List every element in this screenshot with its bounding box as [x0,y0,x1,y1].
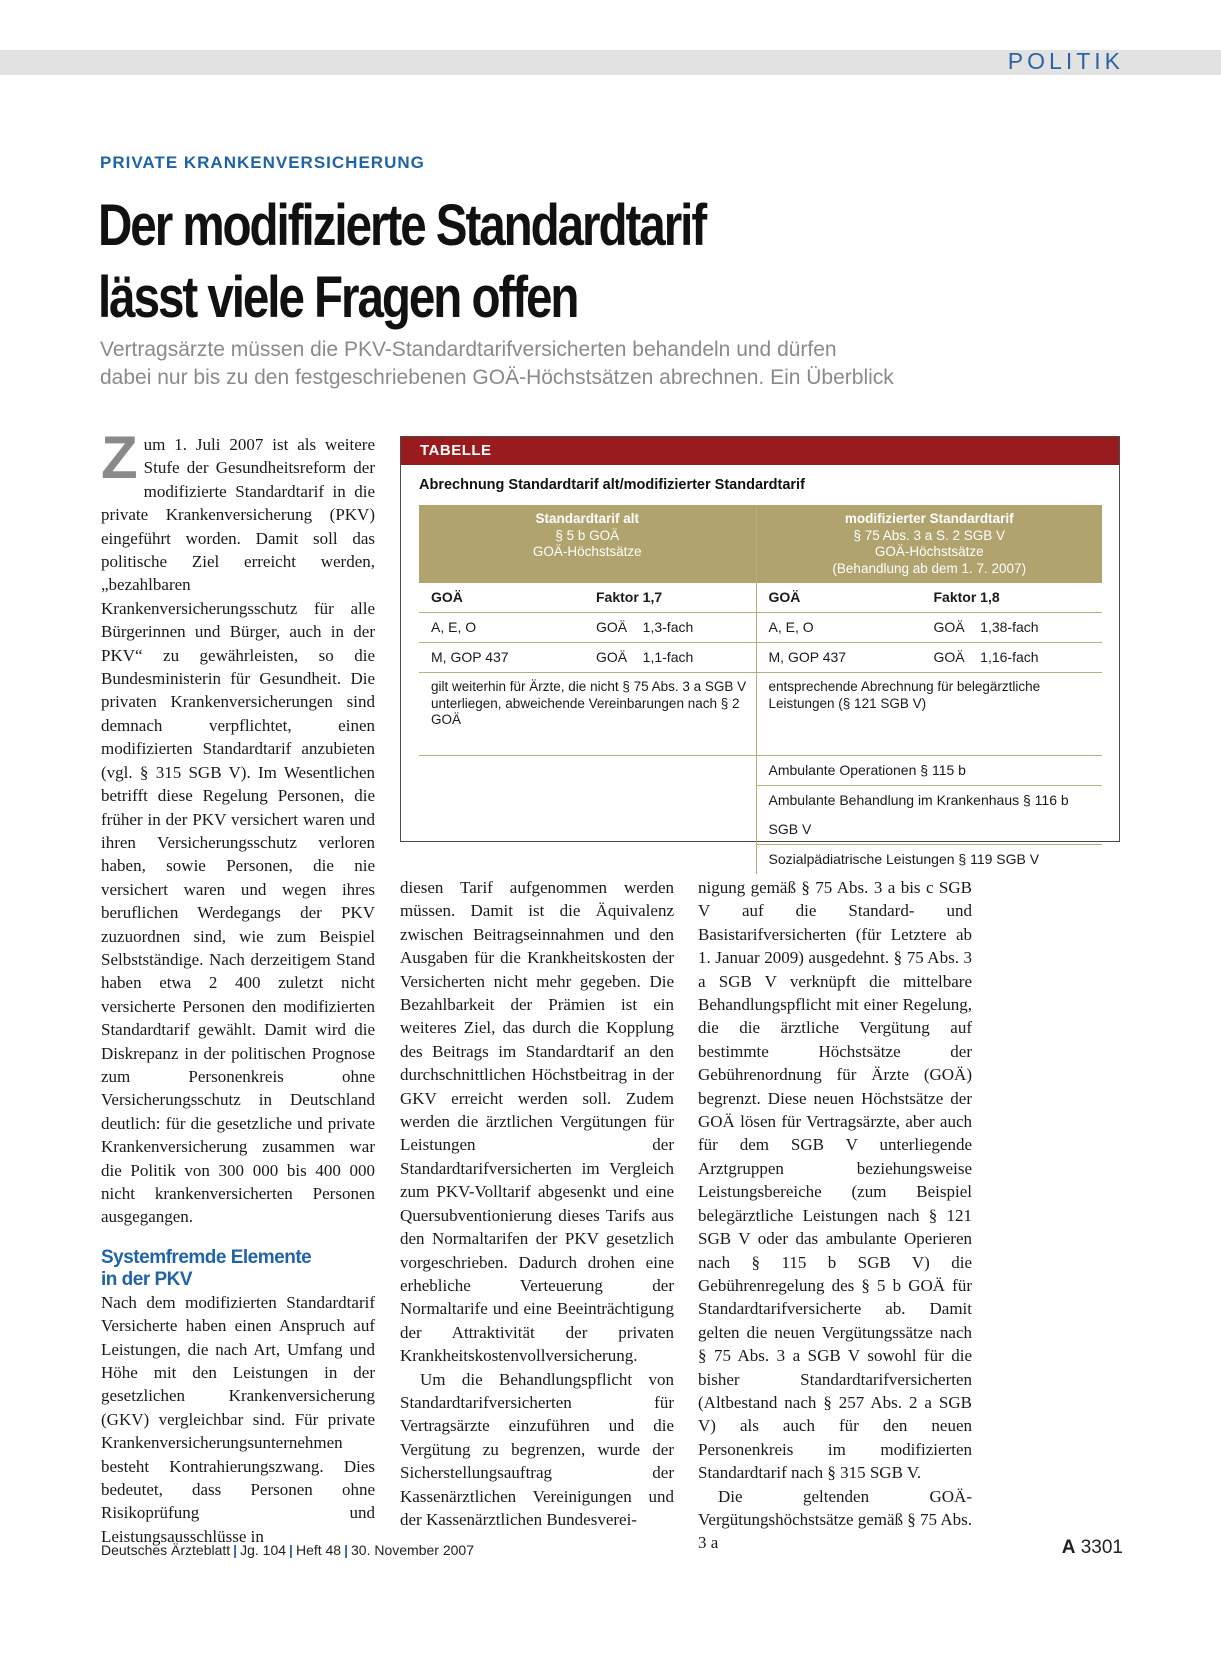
table-note-left: gilt weiterhin für Ärzte, die nicht § 75 Abs. 3 a SGB V unterliegen, abweichende Vereinbarungen nach § 2 GOÄ [419,673,756,756]
head-right-line3: GOÄ-Höchstsätze [874,544,984,559]
cell: A, E, O [768,619,814,635]
head-right-line2: § 75 Abs. 3 a S. 2 SGB V [853,527,1006,543]
subheading-line1: Systemfremde Elemente [101,1246,312,1268]
table-row [419,643,756,673]
issue: Heft 48 [295,1542,342,1558]
article-title [98,190,918,334]
section-label: POLITIK [1007,48,1124,74]
article-kicker: PRIVATE KRANKENVERSICHERUNG [100,153,425,172]
subtitle-line1: Vertragsärzte müssen die PKV-Standardtarifversicherten behandeln und dürfen [100,338,837,361]
page-number [1062,1537,1123,1559]
cell: GOÄ 1,1-fach [596,649,694,665]
table-label: TABELLE [401,437,1119,465]
cell: GOÄ [768,589,801,605]
table-row [419,613,756,643]
table-subheader-left [419,583,756,613]
page-footer: Deutsches Ärzteblatt | Jg. 104 | Heft 48 | 30. November 2007 [101,1542,474,1558]
article-title-line1: Der modifizierte Standardtarif [98,193,706,258]
cell: GOÄ 1,16-fach [933,649,1039,665]
table-head-left [419,505,756,583]
volume: Jg. 104 [240,1542,287,1558]
paragraph: nigung gemäß § 75 Abs. 3 a bis c SGB V auf die Standard- und Basistarifversicherten (für Letztere ab 1. Januar 2009) ausgedehnt. § 75 Abs. 3 a SGB V verknüpft die mittelbare Behandlungspflicht mit einer Regelung, die die ärztliche Vergütung auf bestimmte Höchstsätze der Gebührenordnung für Ärzte (GOÄ) begrenzt. Diese neuen Höchstsätze der GOÄ lösen für Vertragsärzte, aber auch für dem SGB V unterliegende Arztgruppen beziehungsweise Leistungsbereiche (zum Beispiel belegärztliche Leistungen nach § 121 SGB V oder das ambulante Operieren nach § 115 b SGB V) die Gebührenregelung des § 5 b GOÄ für Standardtarifversicherte ab. Damit gelten die neuen Vergütungssätze nach § 75 Abs. 3 a SGB V sowohl für die bisher Standardtarifversicherten (Altbestand nach § 257 Abs. 2 a SGB V) als auch für den neuen Personenkreis im modifizierten Standardtarif nach § 315 SGB V. [698,878,972,1483]
data-table-box [400,436,1120,867]
page-prefix: A [1061,1537,1076,1558]
paragraph: um 1. Juli 2007 ist als weitere Stufe der Gesundheitsreform der modifizierte Standardtarif in die private Krankenversicherung (PKV) eingeführt worden. Damit soll das politische Ziel erreicht werden, „bezahlbaren Krankenversicherungsschutz für alle Bürgerinnen und Bürger, auch in der PKV“ zu gewährleisten, so die Bundesministerin für Gesundheit. Die privaten Krankenversicherungen sind demnach verpflichtet, einen modifizierten Standardtarif anzubieten (vgl. § 315 SGB V). Im Wesentlichen betrifft diese Regelung Personen, die früher in der PKV versichert waren und ihren Versicherungsschutz verloren haben, sowie Personen, die nie versichert waren und wegen ihres beruflichen Werdegangs der PKV zuzuordnen sind, wie zum Beispiel Selbstständige. Nach derzeitigem Stand haben etwa 2 400 zuletzt nicht versicherte Personen den modifizierten Standardtarif gewählt. Damit wird die Diskrepanz in der politischen Prognose zum Personenkreis ohne Versicherungsschutz in Deutschland deutlich: für die gesetzliche und private Krankenversicherung zusammen war die Politik von 300 000 bis 400 000 nicht krankenversicherten Personen ausgegangen. [101,435,375,1227]
drop-cap: Z [101,424,138,491]
cell: M, GOP 437 [431,649,509,665]
text-column-1 [101,424,375,1548]
cell: GOÄ [431,589,463,605]
comparison-table [419,505,1102,874]
subtitle-line2: dabei nur bis zu den festgeschriebenen GOÄ-Höchstsätzen abrechnen. Ein Überblick [100,366,894,389]
paragraph: diesen Tarif aufgenommen werden müssen. Damit ist die Äquivalenz zwischen Beitragseinnahmen und den Ausgaben für die Krankheitskosten der Versicherten nicht mehr gegeben. Die Bezahlbarkeit der Prämien ist ein weiteres Ziel, das durch die Kopplung des Beitrags im Standardtarif an den durchschnittlichen Höchstbeitrag in der GKV erreicht werden soll. Zudem werden die ärztlichen Vergütungen für Leistungen der Standardtarifversicherten im Vergleich zum PKV-Volltarif abgesenkt und eine Quersubventionierung dieses Tarifs aus den Normaltarifen der PKV gesetzlich vorgeschrieben. Dadurch drohen eine erhebliche Verteuerung der Normaltarife und eine Beeinträchtigung der Attraktivität der privaten Krankheitskostenvollversicherung. [400,878,674,1366]
subheading-line2: in der PKV [101,1268,193,1290]
text-column-2 [400,876,674,1531]
cell: M, GOP 437 [768,649,847,665]
table-note-right: entsprechende Abrechnung für belegärztliche Leistungen (§ 121 SGB V) [756,673,1102,756]
head-left-title: Standardtarif alt [535,511,640,526]
table-caption: Abrechnung Standardtarif alt/modifizierter Standardtarif [419,477,805,493]
journal-name: Deutsches Ärzteblatt [101,1542,231,1558]
cell: A, E, O [431,619,477,635]
table-empty-cell [419,786,756,845]
cell: Faktor 1,8 [933,589,1000,605]
table-empty-cell [419,845,756,875]
table-row: Sozialpädiatrische Leistungen § 119 SGB V [756,845,1102,875]
issue-date: 30. November 2007 [351,1542,474,1558]
cell: Faktor 1,7 [596,589,663,605]
table-row: Ambulante Operationen § 115 b [756,756,1102,786]
article-title-line2: lässt viele Fragen offen [98,265,578,330]
table-row: Ambulante Behandlung im Krankenhaus § 116 b SGB V [756,786,1102,845]
page-value: 3301 [1080,1537,1123,1558]
cell: GOÄ 1,3-fach [596,619,694,635]
text-column-3 [698,876,972,1555]
head-right-line4: (Behandlung ab dem 1. 7. 2007) [832,560,1027,576]
head-left-line2: § 5 b GOÄ [555,527,620,543]
paragraph: Nach dem modifizierten Standardtarif Versicherte haben einen Anspruch auf Leistungen, die nach Art, Umfang und Höhe mit den Leistungen in der gesetzlichen Krankenversicherung (GKV) vergleichbar sind. Für private Krankenversicherungsunternehmen besteht Kontrahierungszwang. Dies bedeutet, dass Personen ohne Risikoprüfung und Leistungsausschlüsse in [101,1292,375,1546]
paragraph: Um die Behandlungspflicht von Standardtarifversicherten für Vertragsärzte einzuführen und die Vergütung zu begrenzen, wurde der Sicherstellungsauftrag der Kassenärztlichen Vereinigungen und der Kassenärztlichen Bundesverei- [400,1369,674,1529]
article-subtitle [100,336,1000,392]
cell: GOÄ 1,38-fach [933,619,1039,635]
paragraph: Die geltenden GOÄ-Vergütungshöchstsätze gemäß § 75 Abs. 3 a [698,1486,973,1553]
head-right-title: modifizierter Standardtarif [844,511,1014,526]
table-subheader-right [756,583,1102,613]
table-empty-cell [419,756,756,786]
subheading [101,1247,375,1291]
table-head-right [756,505,1102,583]
table-row [756,643,1102,673]
head-left-line3: GOÄ-Höchstsätze [532,544,642,559]
table-row [756,613,1102,643]
